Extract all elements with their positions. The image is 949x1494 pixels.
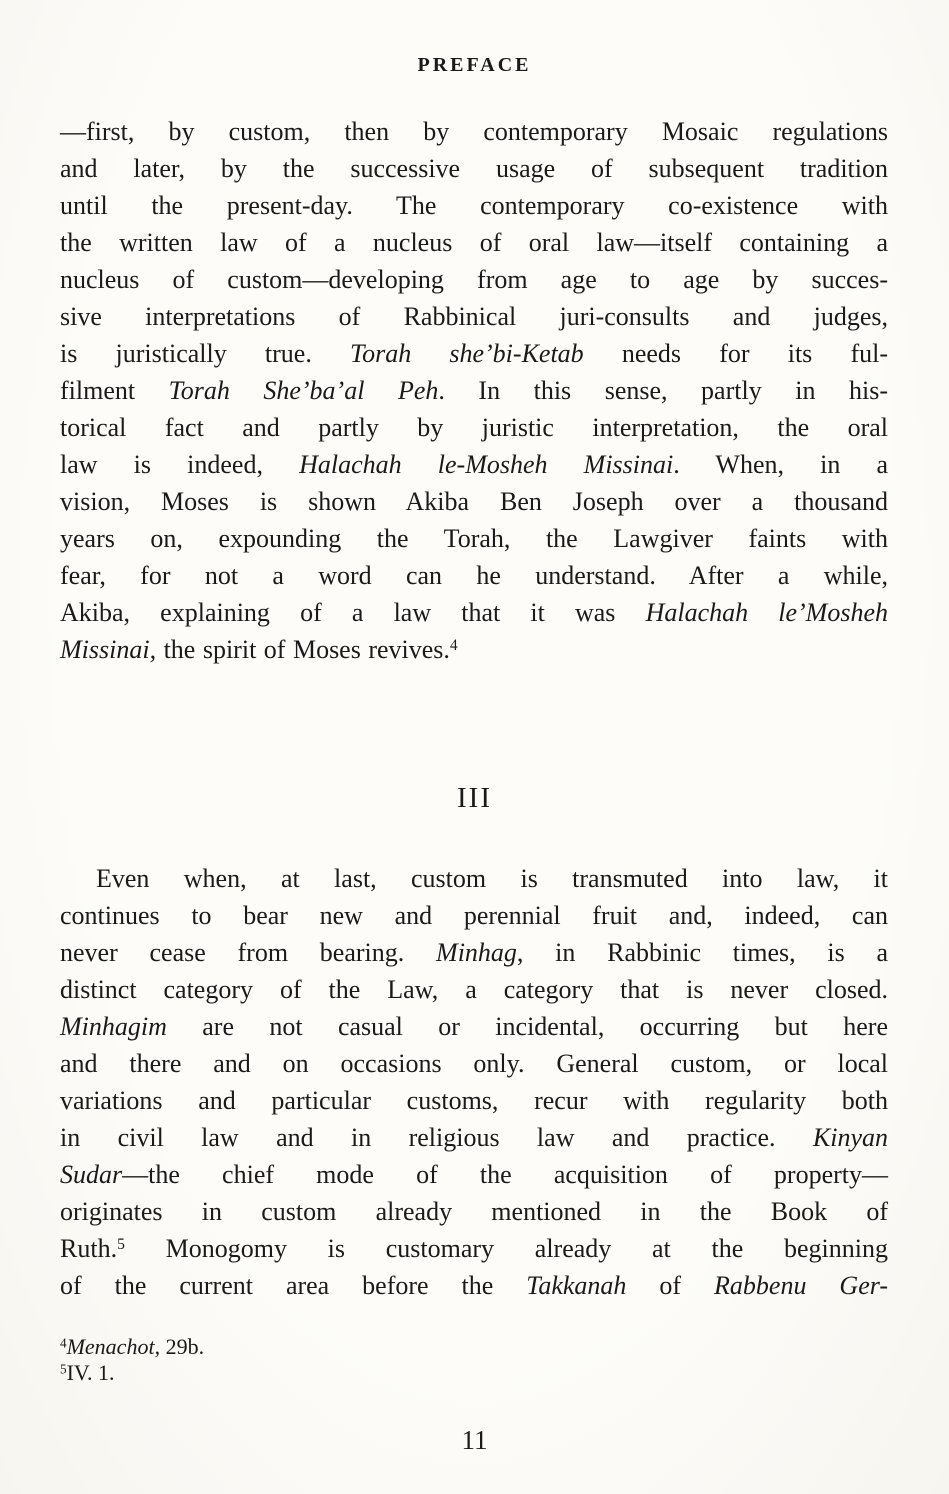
text-line — [60, 1193, 888, 1230]
text-line — [60, 113, 888, 150]
text-segment: the written law of a nucleus of oral law—itself containing a — [60, 228, 888, 257]
text-segment: Monogomy is customary already at the beginning — [124, 1234, 888, 1263]
text-segment: —the chief mode of the acquisition of property— — [122, 1160, 888, 1189]
italic-text: Takkanah — [526, 1271, 627, 1300]
paragraph-continued — [60, 113, 888, 668]
text-segment: distinct category of the Law, a category that is never closed. — [60, 975, 888, 1004]
text-line — [60, 1360, 949, 1386]
text-segment: fear, for not a word can he understand. After a while, — [60, 561, 888, 590]
text-segment: of the current area before the — [60, 1271, 527, 1300]
italic-text: Sudar — [60, 1160, 123, 1189]
italic-text: Rabbenu Ger- — [714, 1271, 888, 1300]
italic-text: Halachah le’Mosheh — [645, 598, 889, 627]
italic-text: Kinyan — [812, 1123, 888, 1152]
text-segment: years on, expounding the Torah, the Lawgiver faints with — [60, 524, 888, 553]
text-line — [60, 409, 888, 446]
italic-text: Menachot — [66, 1334, 155, 1359]
text-line — [60, 860, 888, 897]
text-line — [60, 224, 888, 261]
text-line — [60, 934, 888, 971]
text-segment: until the present-day. The contemporary co-existence with — [60, 191, 888, 220]
text-segment: , 29b. — [154, 1334, 205, 1359]
text-line — [60, 261, 888, 298]
text-line — [60, 298, 888, 335]
text-line — [60, 1156, 888, 1193]
footnote-marker: 5 — [117, 1236, 125, 1254]
text-line — [60, 372, 888, 409]
text-line — [60, 483, 888, 520]
text-segment: and later, by the successive usage of subsequent tradition — [60, 154, 888, 183]
text-line — [60, 187, 888, 224]
italic-text: Torah She’ba’al Peh — [168, 376, 439, 405]
text-line — [60, 1008, 888, 1045]
text-segment: in civil law and in religious law and practice. — [60, 1123, 813, 1152]
text-segment: nucleus of custom—developing from age to age by succes- — [60, 265, 888, 294]
italic-text: Halachah le-Mosheh Missinai — [299, 450, 674, 479]
text-segment: continues to bear new and perennial fruit and, indeed, can — [60, 901, 888, 930]
text-line — [60, 335, 888, 372]
text-segment: originates in custom already mentioned in the Book of — [60, 1197, 888, 1226]
text-segment: never cease from bearing. — [60, 938, 437, 967]
text-segment: sive interpretations of Rabbinical juri-consults and judges, — [60, 302, 888, 331]
paragraph-section-three — [60, 860, 888, 1304]
text-segment: . When, in a — [673, 450, 889, 479]
text-segment: Akiba, explaining of a law that it was — [60, 598, 646, 627]
text-segment: Ruth. — [60, 1234, 118, 1263]
footnote-marker: 4 — [449, 637, 458, 655]
text-segment: Even when, at last, custom is transmuted into law, it — [96, 864, 888, 893]
text-line — [60, 971, 888, 1008]
text-line — [60, 594, 888, 631]
text-segment: filment — [60, 376, 169, 405]
italic-text: Minhagim — [60, 1012, 167, 1041]
text-segment: and there and on occasions only. General custom, or local — [60, 1049, 888, 1078]
text-segment: variations and particular customs, recur with regularity both — [60, 1086, 888, 1115]
italic-text: Torah she’bi-Ketab — [350, 339, 584, 368]
text-segment: law is indeed, — [60, 450, 300, 479]
text-segment: needs for its ful- — [583, 339, 888, 368]
text-segment: . In this sense, partly in his- — [438, 376, 888, 405]
footnote-marker: 4 — [60, 1335, 67, 1351]
italic-text: Minhag — [436, 938, 517, 967]
section-heading: III — [457, 782, 492, 814]
text-line — [60, 1334, 949, 1360]
text-segment: of — [626, 1271, 715, 1300]
footnote-marker: 5 — [60, 1361, 67, 1377]
text-line — [60, 1045, 888, 1082]
text-segment: are not casual or incidental, occurring but here — [166, 1012, 888, 1041]
text-segment: vision, Moses is shown Akiba Ben Joseph over a thousand — [60, 487, 888, 516]
text-line — [60, 1230, 888, 1267]
italic-text: Missinai, — [60, 635, 157, 664]
text-segment: , in Rabbinic times, is a — [516, 938, 888, 967]
text-line — [60, 520, 888, 557]
text-segment: IV. 1. — [66, 1360, 115, 1385]
page-number: 11 — [461, 1425, 488, 1455]
text-segment: —first, by custom, then by contemporary Mosaic regulations — [60, 117, 888, 146]
text-line — [60, 446, 888, 483]
text-line — [60, 1082, 888, 1119]
text-line — [60, 1119, 888, 1156]
footnotes — [60, 1334, 949, 1386]
text-line — [60, 897, 888, 934]
text-segment: torical fact and partly by juristic interpretation, the oral — [60, 413, 888, 442]
text-line — [60, 557, 888, 594]
text-line — [60, 1267, 888, 1304]
text-line — [60, 150, 888, 187]
text-line — [60, 631, 888, 668]
running-head: PREFACE — [417, 54, 532, 76]
text-segment: is juristically true. — [60, 339, 350, 368]
text-segment: the spirit of Moses revives. — [156, 635, 450, 664]
